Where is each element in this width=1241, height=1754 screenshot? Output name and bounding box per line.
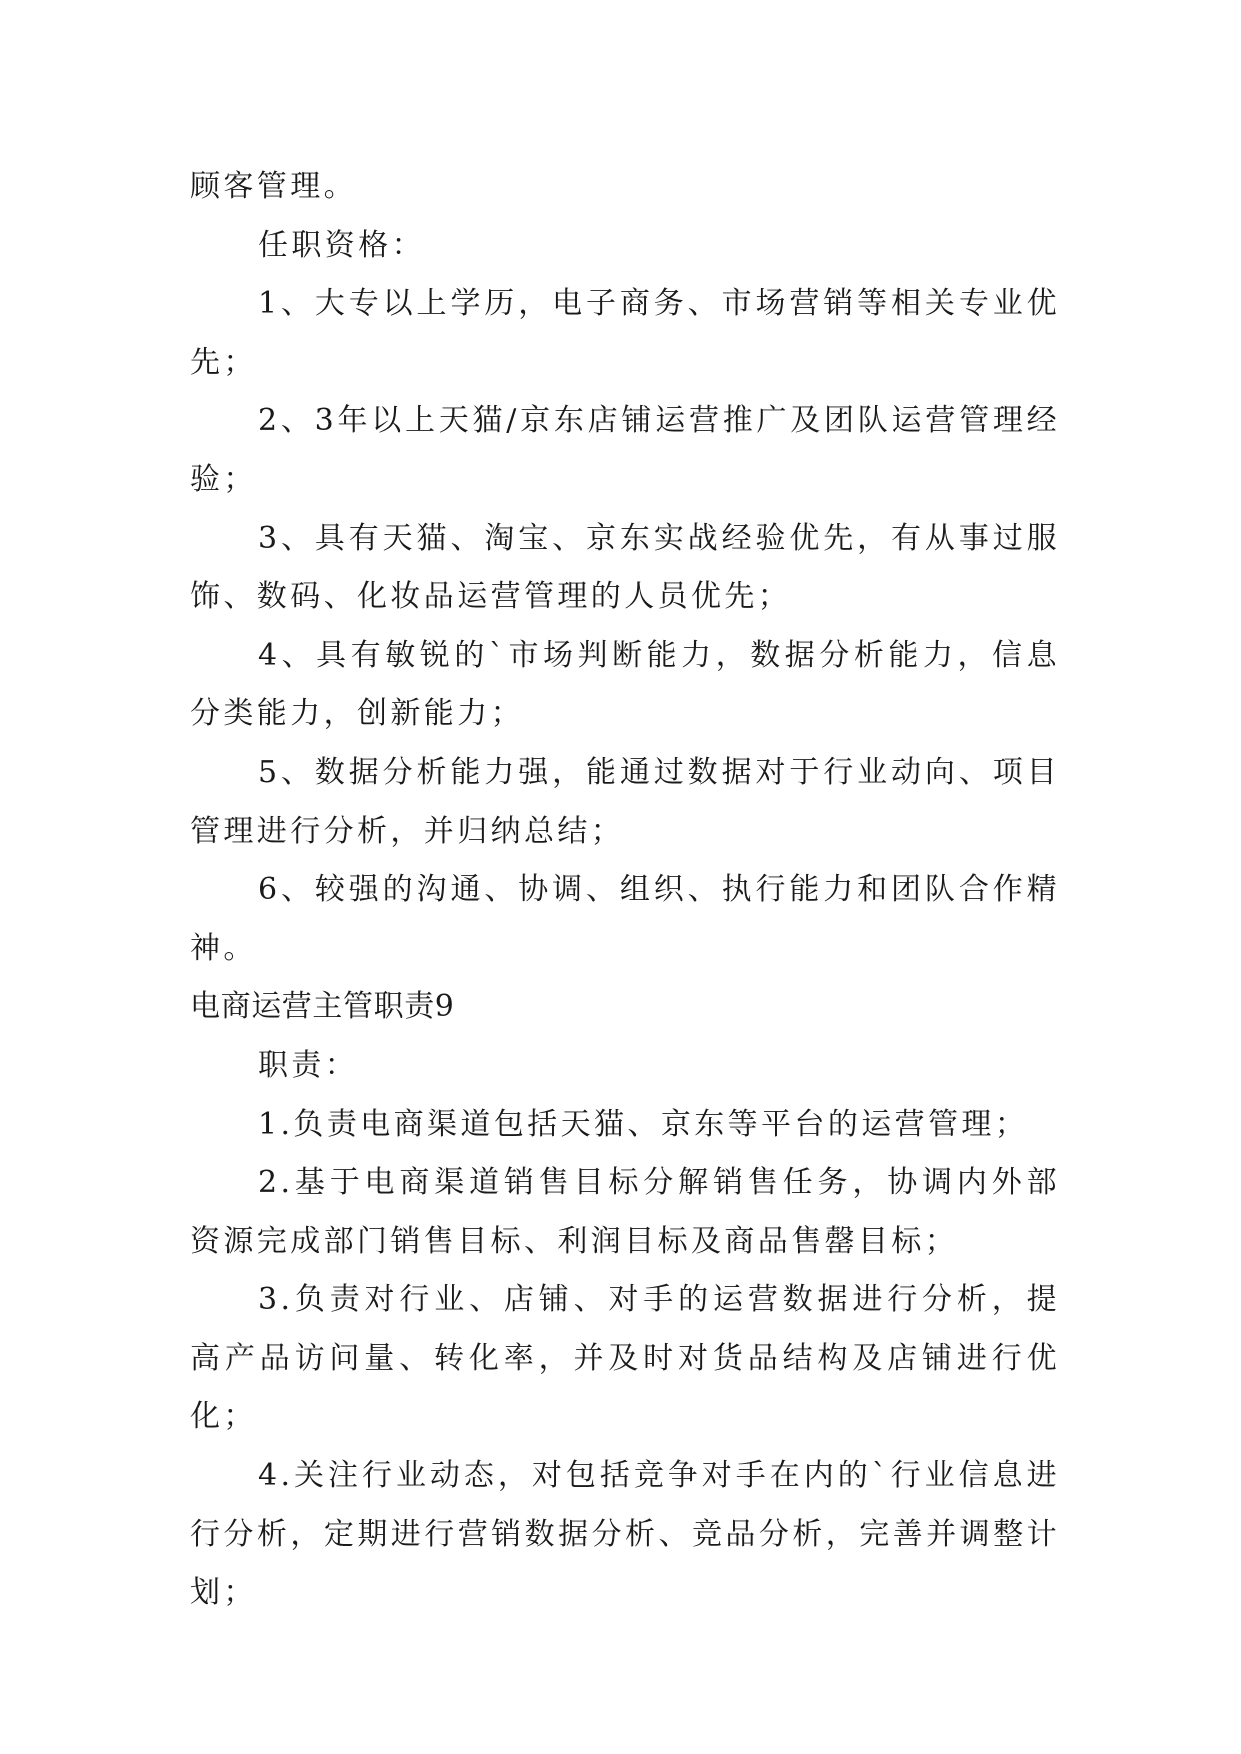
qualification-item-2: 2、3年以上天猫/京东店铺运营推广及团队运营管理经验；: [190, 403, 1060, 497]
section-heading: 电商运营主管职责9: [190, 989, 455, 1025]
duty-item-2: 2.基于电商渠道销售目标分解销售任务，协调内外部资源完成部门销售目标、利润目标及商品售罄目标；: [190, 1165, 1060, 1259]
section-label-qualifications: 任职资格：: [258, 227, 425, 263]
document-body: [190, 158, 1060, 1623]
paragraph-customer-management: 顾客管理。: [190, 169, 357, 204]
section-label-duties: 职责：: [258, 1047, 359, 1083]
duty-item-3: 3.负责对行业、店铺、对手的运营数据进行分析，提高产品访问量、转化率，并及时对货品结构及店铺进行优化；: [190, 1282, 1060, 1435]
duty-item-4: 4.关注行业动态，对包括竞争对手在内的`行业信息进行分析，定期进行营销数据分析、竞品分析，完善并调整计划；: [190, 1458, 1060, 1611]
qualification-item-6: 6、较强的沟通、协调、组织、执行能力和团队合作精神。: [190, 872, 1060, 966]
duty-item-1: 1.负责电商渠道包括天猫、京东等平台的运营管理；: [258, 1106, 1029, 1142]
qualification-item-4: 4、具有敏锐的`市场判断能力，数据分析能力，信息分类能力，创新能力；: [190, 637, 1060, 732]
qualification-item-5: 5、数据分析能力强，能通过数据对于行业动向、项目管理进行分析，并归纳总结；: [190, 754, 1060, 849]
qualification-item-1: 1、大专以上学历，电子商务、市场营销等相关专业优先；: [190, 286, 1060, 380]
qualification-item-3: 3、具有天猫、淘宝、京东实战经验优先，有从事过服饰、数码、化妆品运营管理的人员优先；: [190, 520, 1060, 615]
